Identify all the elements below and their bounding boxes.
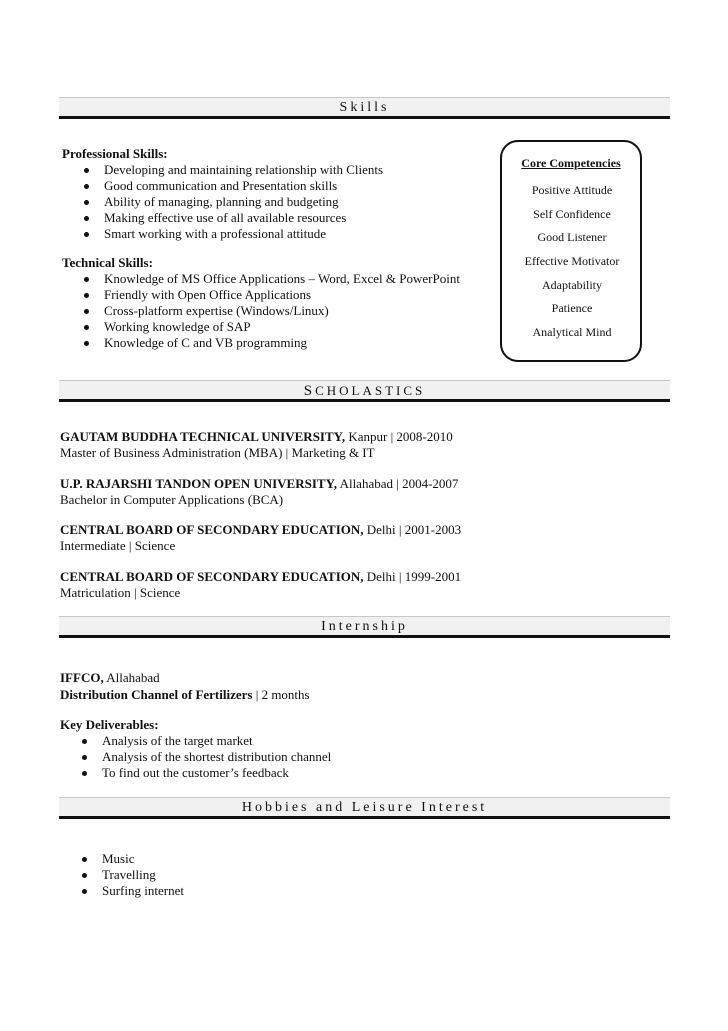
skills-section-header [59, 97, 670, 119]
list-item: Smart working with a professional attitude [78, 226, 383, 242]
company-name: IFFCO, [60, 670, 104, 685]
core-competency-item: Adaptability [542, 278, 602, 292]
list-item: Good communication and Presentation skills [78, 178, 383, 194]
list-item: Ability of managing, planning and budgeting [78, 194, 383, 210]
list-item: Music [76, 851, 184, 867]
institution-name: CENTRAL BOARD OF SECONDARY EDUCATION, [60, 569, 364, 584]
institution-detail: Kanpur | 2008-2010 [345, 429, 453, 444]
institution-detail: Allahabad | 2004-2007 [337, 476, 459, 491]
scholastics-section-header [59, 380, 670, 402]
hobbies-section-header [59, 797, 670, 819]
internship-section-header [59, 616, 670, 638]
list-item: Developing and maintaining relationship with Clients [78, 162, 383, 178]
hobbies-header-text: Hobbies and Leisure Interest [241, 800, 488, 815]
list-item: To find out the customer’s feedback [76, 765, 331, 781]
internship-header-text: Internship [321, 619, 408, 634]
education-degree: Intermediate | Science [60, 538, 176, 553]
professional-skills-list [78, 162, 383, 242]
list-item: Cross-platform expertise (Windows/Linux) [78, 303, 460, 319]
internship-company [60, 670, 160, 686]
key-deliverables-label: Key Deliverables: [60, 717, 159, 732]
list-item: Making effective use of all available resources [78, 210, 383, 226]
institution-detail: Delhi | 1999-2001 [363, 569, 462, 584]
hobbies-list [76, 851, 184, 899]
internship-project [60, 687, 310, 703]
core-competency-item: Self Confidence [533, 207, 611, 221]
institution-detail: Delhi | 2001-2003 [363, 522, 462, 537]
project-name: Distribution Channel of Fertilizers [60, 687, 253, 702]
core-competency-item: Positive Attitude [531, 183, 613, 197]
core-competency-item: Effective Motivator [524, 254, 620, 268]
scholastics-header-rest: CHOLASTICS [315, 383, 426, 398]
key-deliverables-list [76, 733, 331, 781]
education-degree: Matriculation | Science [60, 585, 181, 600]
list-item: Analysis of the target market [76, 733, 331, 749]
project-duration: | 2 months [252, 687, 310, 702]
scholastics-header-initial: S [303, 383, 316, 399]
core-competency-item: Analytical Mind [532, 325, 612, 339]
core-competency-item: Patience [551, 301, 593, 315]
education-entry-1 [60, 429, 453, 445]
core-competencies-box [500, 140, 642, 362]
education-entry-3 [60, 522, 461, 538]
education-degree: Bachelor in Computer Applications (BCA) [60, 492, 284, 507]
company-location: Allahabad [103, 670, 160, 685]
list-item: Friendly with Open Office Applications [78, 287, 460, 303]
list-item: Travelling [76, 867, 184, 883]
professional-skills-label: Professional Skills: [62, 146, 168, 161]
list-item: Surfing internet [76, 883, 184, 899]
core-competencies-title: Core Competencies [521, 156, 621, 170]
education-entry-2 [60, 476, 458, 492]
education-entry-4 [60, 569, 461, 585]
list-item: Analysis of the shortest distribution channel [76, 749, 331, 765]
institution-name: U.P. RAJARSHI TANDON OPEN UNIVERSITY, [60, 476, 338, 491]
skills-header-text: Skills [339, 100, 390, 115]
list-item: Knowledge of C and VB programming [78, 335, 460, 351]
list-item: Knowledge of MS Office Applications – Word, Excel & PowerPoint [78, 271, 460, 287]
institution-name: GAUTAM BUDDHA TECHNICAL UNIVERSITY, [60, 429, 346, 444]
technical-skills-list [78, 271, 460, 351]
list-item: Working knowledge of SAP [78, 319, 460, 335]
institution-name: CENTRAL BOARD OF SECONDARY EDUCATION, [60, 522, 364, 537]
education-degree: Master of Business Administration (MBA) | Marketing & IT [60, 445, 375, 460]
technical-skills-label: Technical Skills: [62, 255, 153, 270]
core-competency-item: Good Listener [537, 230, 607, 244]
